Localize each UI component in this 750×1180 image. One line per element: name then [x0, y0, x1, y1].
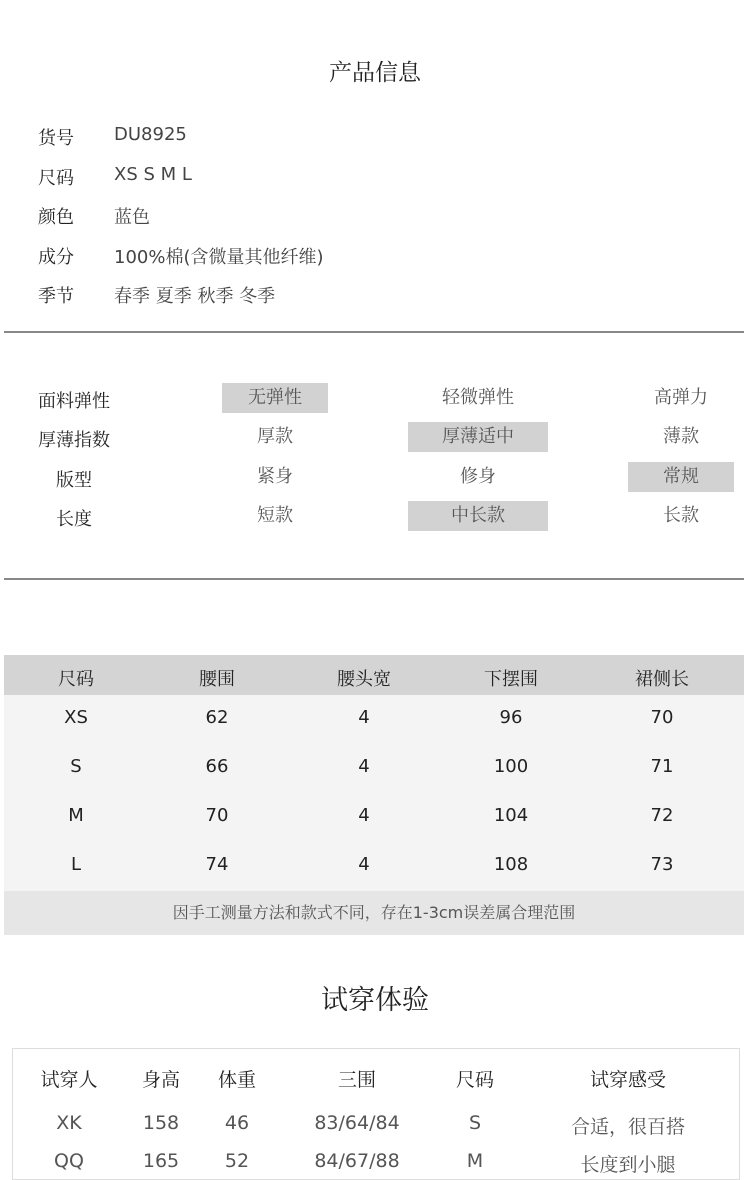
info-value: 蓝色 — [114, 207, 150, 228]
table-cell: S — [70, 756, 82, 777]
attribute-label: 版型 — [56, 470, 92, 491]
attribute-option-0: 厚款 — [257, 426, 293, 447]
info-key: 季节 — [38, 286, 74, 307]
table-cell: 4 — [358, 707, 370, 728]
attribute-option-0: 紧身 — [257, 466, 293, 487]
try-on-header-cell: 试穿感受 — [589, 1069, 666, 1091]
product-info-title: 产品信息 — [329, 60, 421, 86]
table-cell: 83/64/84 — [314, 1112, 400, 1134]
info-value: 100%棉(含微量其他纤维) — [114, 247, 324, 268]
try-on-header-cell: 尺码 — [455, 1069, 494, 1091]
try-on-header-cell: 三围 — [337, 1069, 376, 1091]
table-cell: XS — [64, 707, 88, 728]
table-cell: 62 — [205, 707, 229, 728]
table-row — [13, 1112, 739, 1142]
table-row — [4, 707, 744, 733]
table-cell: 158 — [142, 1112, 180, 1134]
size-table-body — [4, 695, 744, 893]
attribute-row-elasticity — [0, 383, 750, 413]
table-cell: 长度到小腿 — [580, 1154, 676, 1176]
attribute-row-fit — [0, 462, 750, 492]
attribute-option-2: 高弹力 — [654, 387, 708, 408]
attribute-option-1: 轻微弹性 — [442, 387, 514, 408]
divider — [4, 331, 744, 333]
attribute-option-0: 短款 — [257, 505, 293, 526]
info-key: 货号 — [38, 128, 74, 149]
attribute-option-2: 薄款 — [663, 426, 699, 447]
table-cell: 96 — [499, 707, 523, 728]
try-on-header — [13, 1065, 739, 1095]
table-cell: XK — [56, 1112, 82, 1134]
table-cell: S — [468, 1112, 482, 1134]
attribute-label: 长度 — [56, 509, 92, 530]
table-cell: 100 — [493, 756, 529, 777]
table-row — [4, 854, 744, 880]
try-on-title: 试穿体验 — [321, 985, 429, 1016]
table-cell: 108 — [493, 854, 529, 875]
size-header-cell: 腰围 — [199, 669, 235, 690]
table-cell: M — [68, 805, 84, 826]
size-table-header — [4, 655, 744, 695]
try-on-header-cell: 体重 — [217, 1069, 256, 1091]
try-on-header-cell: 身高 — [141, 1069, 180, 1091]
table-cell: 73 — [650, 854, 674, 875]
table-cell: 4 — [358, 854, 370, 875]
size-header-cell: 腰头宽 — [337, 669, 391, 690]
table-cell: 104 — [493, 805, 529, 826]
attribute-option-1: 中长款 — [408, 501, 548, 531]
info-key: 颜色 — [38, 207, 74, 228]
table-cell: 合适，很百搭 — [570, 1116, 685, 1138]
size-header-cell: 尺码 — [58, 669, 94, 690]
info-value: DU8925 — [114, 124, 187, 145]
info-value: 春季 夏季 秋季 冬季 — [114, 286, 276, 307]
table-cell: 165 — [142, 1150, 180, 1172]
table-row — [4, 756, 744, 782]
table-cell: 74 — [205, 854, 229, 875]
table-cell: 66 — [205, 756, 229, 777]
table-cell: 70 — [650, 707, 674, 728]
table-cell: 84/67/88 — [314, 1150, 400, 1172]
divider — [4, 578, 744, 580]
table-cell: 72 — [650, 805, 674, 826]
table-row — [13, 1150, 739, 1180]
table-row — [4, 805, 744, 831]
attribute-option-1: 厚薄适中 — [408, 422, 548, 452]
table-cell: M — [466, 1150, 484, 1172]
try-on-header-cell: 试穿人 — [40, 1069, 98, 1091]
size-header-cell: 裙侧长 — [635, 669, 689, 690]
table-cell: 4 — [358, 756, 370, 777]
table-cell: QQ — [54, 1150, 84, 1172]
table-cell: 71 — [650, 756, 674, 777]
attribute-option-0: 无弹性 — [222, 383, 328, 413]
info-key: 尺码 — [38, 168, 74, 189]
table-cell: L — [70, 854, 82, 875]
table-cell: 52 — [224, 1150, 250, 1172]
attribute-label: 面料弹性 — [38, 391, 110, 412]
table-cell: 4 — [358, 805, 370, 826]
info-value: XS S M L — [114, 164, 192, 185]
attribute-option-2: 常规 — [628, 462, 734, 492]
attribute-row-length — [0, 501, 750, 531]
attribute-label: 厚薄指数 — [38, 430, 110, 451]
info-key: 成分 — [38, 247, 74, 268]
attribute-row-thickness — [0, 422, 750, 452]
size-header-cell: 下摆围 — [484, 669, 538, 690]
size-table-note: 因手工测量方法和款式不同，存在1-3cm误差属合理范围 — [4, 891, 744, 935]
attribute-option-2: 长款 — [663, 505, 699, 526]
table-cell: 46 — [224, 1112, 250, 1134]
table-cell: 70 — [205, 805, 229, 826]
try-on-table — [12, 1048, 740, 1180]
attribute-option-1: 修身 — [460, 466, 496, 487]
